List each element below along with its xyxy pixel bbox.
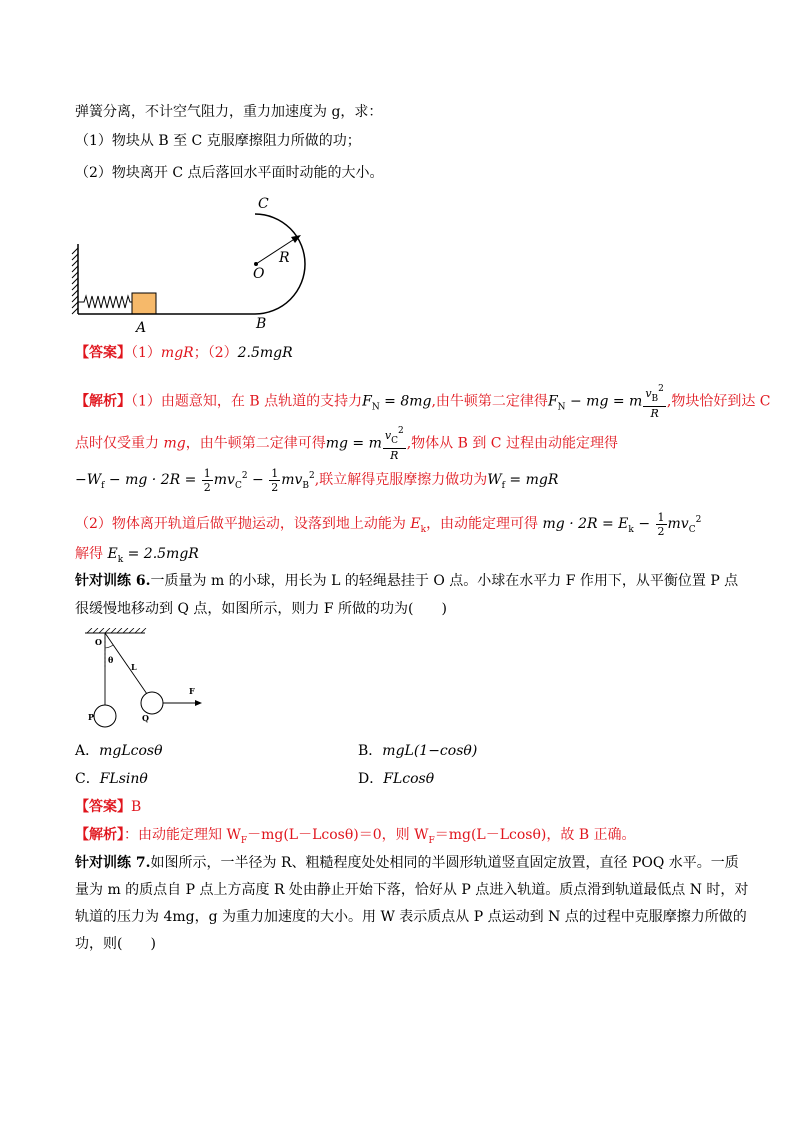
analysis-text: ,物块恰好到达 C — [666, 393, 771, 410]
math-term: mg · 2R = E — [542, 516, 629, 532]
label-R: R — [279, 250, 290, 266]
math-superscript: 2 — [695, 515, 702, 525]
math-subscript: k — [117, 555, 124, 565]
option-text: FLsinθ — [99, 771, 148, 787]
answer-value-1: mgR — [160, 345, 194, 361]
label-B: B — [256, 316, 267, 332]
math-superscript: 2 — [309, 471, 315, 481]
answer-tag: 【答案】 — [75, 345, 131, 361]
analysis-text: 解得 — [75, 546, 108, 562]
analysis-text: 点时仅受重力 — [75, 435, 164, 452]
math-term: − — [247, 472, 269, 488]
question-text: 一质量为 m 的小球，用长为 L 的轻绳悬挂于 O 点。小球在水平力 F 作用下，从平衡位置 P 点 — [150, 573, 739, 589]
option-key: B． — [358, 743, 383, 759]
fraction — [656, 511, 667, 538]
fraction — [383, 425, 406, 462]
math-superscript: 2 — [241, 471, 248, 481]
analysis-text: ：由动能定理知 W — [124, 827, 241, 843]
math-subscript: B — [651, 394, 659, 404]
force-arrowhead — [195, 700, 202, 706]
math-term: mv — [281, 472, 303, 488]
math-term: = mgR — [504, 472, 559, 488]
option-key: D． — [358, 771, 384, 787]
label-A: A — [136, 320, 147, 336]
analysis-text: （2）物体离开轨道后做平抛运动，设落到地上动能为 — [75, 516, 411, 532]
figure-spring-track — [70, 192, 320, 337]
answer-value-2: 2.5mgR — [237, 345, 293, 361]
label-C: C — [258, 196, 269, 212]
math-subscript: C — [688, 525, 696, 535]
analysis-5-line-2 — [75, 425, 618, 462]
math-term: = 2.5mgR — [123, 546, 199, 562]
question-7-line-1 — [75, 853, 739, 873]
ball-P — [94, 705, 116, 727]
label-theta: θ — [108, 655, 114, 665]
answer-text: （1） — [131, 345, 161, 361]
math-subscript: f — [101, 481, 105, 491]
math-subscript: k — [628, 525, 634, 535]
question-title: 针对训练 7. — [75, 855, 151, 871]
analysis-text: ＝mg(L－Lcosθ)，故 B 正确。 — [434, 827, 636, 843]
wall-hatching — [72, 248, 78, 314]
theta-arc — [105, 645, 113, 648]
math-subscript: F — [240, 836, 248, 846]
analysis-text: ，由动能定理可得 — [426, 516, 543, 532]
math-term: W — [487, 472, 502, 488]
math-subscript: N — [371, 402, 380, 413]
figure-pendulum — [80, 628, 210, 733]
math-term: F — [362, 393, 372, 410]
math-superscript: 2 — [397, 426, 404, 436]
answer-5 — [75, 343, 293, 363]
math-superscript: 2 — [658, 384, 664, 394]
option-A — [75, 741, 163, 761]
question-6-line-1 — [75, 571, 738, 591]
ceiling-hatching — [87, 628, 146, 633]
analysis-text: ,联立解得克服摩擦力做功为 — [314, 472, 488, 488]
fraction — [202, 467, 213, 494]
analysis-text: ，由牛顿第二定律可得 — [185, 435, 326, 452]
option-key: A． — [75, 743, 100, 759]
block — [132, 293, 156, 314]
analysis-5-line-1 — [75, 383, 771, 420]
question-title: 针对训练 6. — [75, 573, 151, 589]
math-term: F — [547, 393, 558, 410]
frac-den: R — [390, 449, 399, 462]
math-term: − mg · 2R = — [104, 472, 201, 488]
analysis-5-line-4 — [75, 510, 701, 540]
option-B — [358, 741, 477, 761]
math-term: − — [633, 516, 655, 532]
label-O: O — [253, 266, 265, 282]
analysis-tag: 【解析】 — [75, 393, 131, 410]
math-subscript: F — [428, 836, 435, 846]
label-Q: Q — [142, 713, 149, 723]
label-P: P — [88, 712, 95, 722]
label-F: F — [189, 686, 195, 696]
question-text: 如图所示，一半径为 R、粗糙程度处处相同的半圆形轨道竖直固定放置，直径 POQ 水平。一质 — [150, 855, 739, 871]
answer-value: B — [131, 799, 142, 815]
analysis-text: （1）由题意知，在 B 点轨道的支持力 — [131, 393, 363, 410]
analysis-5-line-3 — [75, 466, 558, 496]
frac-num: 1 — [657, 510, 665, 524]
math-subscript: B — [302, 481, 310, 491]
analysis-tag: 【解析】 — [75, 827, 124, 843]
label-L: L — [131, 662, 137, 672]
analysis-text: －mg(L－Lcosθ)＝0，则 W — [247, 827, 429, 843]
math-term: mg — [163, 435, 186, 452]
option-text: mgLcosθ — [99, 743, 163, 759]
question-6-line-2: 很缓慢地移动到 Q 点，如图所示，则力 F 所做的功为( ) — [75, 601, 447, 617]
question-7-line-3: 轨道的压力为 4mg，g 为重力加速度的大小。用 W 表示质点从 P 点运动到 N 点的过程中克服摩擦力所做的 — [75, 909, 747, 925]
math-subscript: C — [391, 436, 398, 446]
option-text: mgL(1−cosθ) — [382, 743, 478, 759]
math-term: E — [410, 516, 421, 532]
analysis-text: ,由牛顿第二定律得 — [431, 393, 548, 410]
frac-den: 2 — [203, 480, 211, 494]
option-text: FLcosθ — [383, 771, 435, 787]
answer-6 — [75, 797, 141, 817]
math-term: mg = m — [325, 435, 382, 452]
frac-num: 1 — [271, 466, 279, 480]
question-7-line-2: 量为 m 的质点自 P 点上方高度 R 处由静止开始下落，恰好从 P 点进入轨道。质点滑到轨道最低点 N 时，对 — [75, 882, 749, 898]
answer-sep: ；（2） — [193, 345, 238, 361]
radius-line — [256, 238, 296, 264]
math-subscript: C — [234, 481, 242, 491]
frac-den: 2 — [271, 480, 279, 494]
ball-Q — [141, 692, 163, 714]
math-subscript: N — [557, 402, 566, 413]
answer-tag: 【答案】 — [75, 799, 131, 815]
fraction — [269, 467, 280, 494]
fraction — [643, 383, 666, 420]
math-term: −W — [75, 472, 102, 488]
label-O: O — [95, 637, 102, 647]
math-term: E — [107, 546, 118, 562]
analysis-6 — [75, 825, 636, 851]
frac-num: 1 — [203, 466, 211, 480]
question-2: （2）物块离开 C 点后落回水平面时动能的大小。 — [75, 165, 384, 181]
analysis-5-line-5 — [75, 544, 199, 570]
math-term: = 8mg — [379, 393, 432, 410]
frac-den: R — [650, 407, 659, 420]
math-term: − mg = m — [565, 393, 643, 410]
option-C — [75, 769, 148, 789]
spring — [78, 296, 132, 308]
question-7-line-4: 功，则( ) — [75, 936, 156, 952]
math-term: mv — [213, 472, 235, 488]
analysis-text: ,物体从 B 到 C 过程由动能定理得 — [406, 435, 618, 452]
math-subscript: k — [420, 525, 427, 535]
frac-num: v — [645, 387, 652, 400]
intro-line: 弹簧分离，不计空气阻力，重力加速度为 g，求： — [75, 104, 383, 120]
option-D — [358, 769, 434, 789]
question-1: （1）物块从 B 至 C 克服摩擦阻力所做的功； — [75, 133, 361, 149]
frac-num: v — [384, 429, 392, 442]
math-term: mv — [667, 516, 689, 532]
math-subscript: f — [501, 481, 505, 491]
option-key: C． — [75, 771, 100, 787]
frac-den: 2 — [657, 524, 665, 538]
